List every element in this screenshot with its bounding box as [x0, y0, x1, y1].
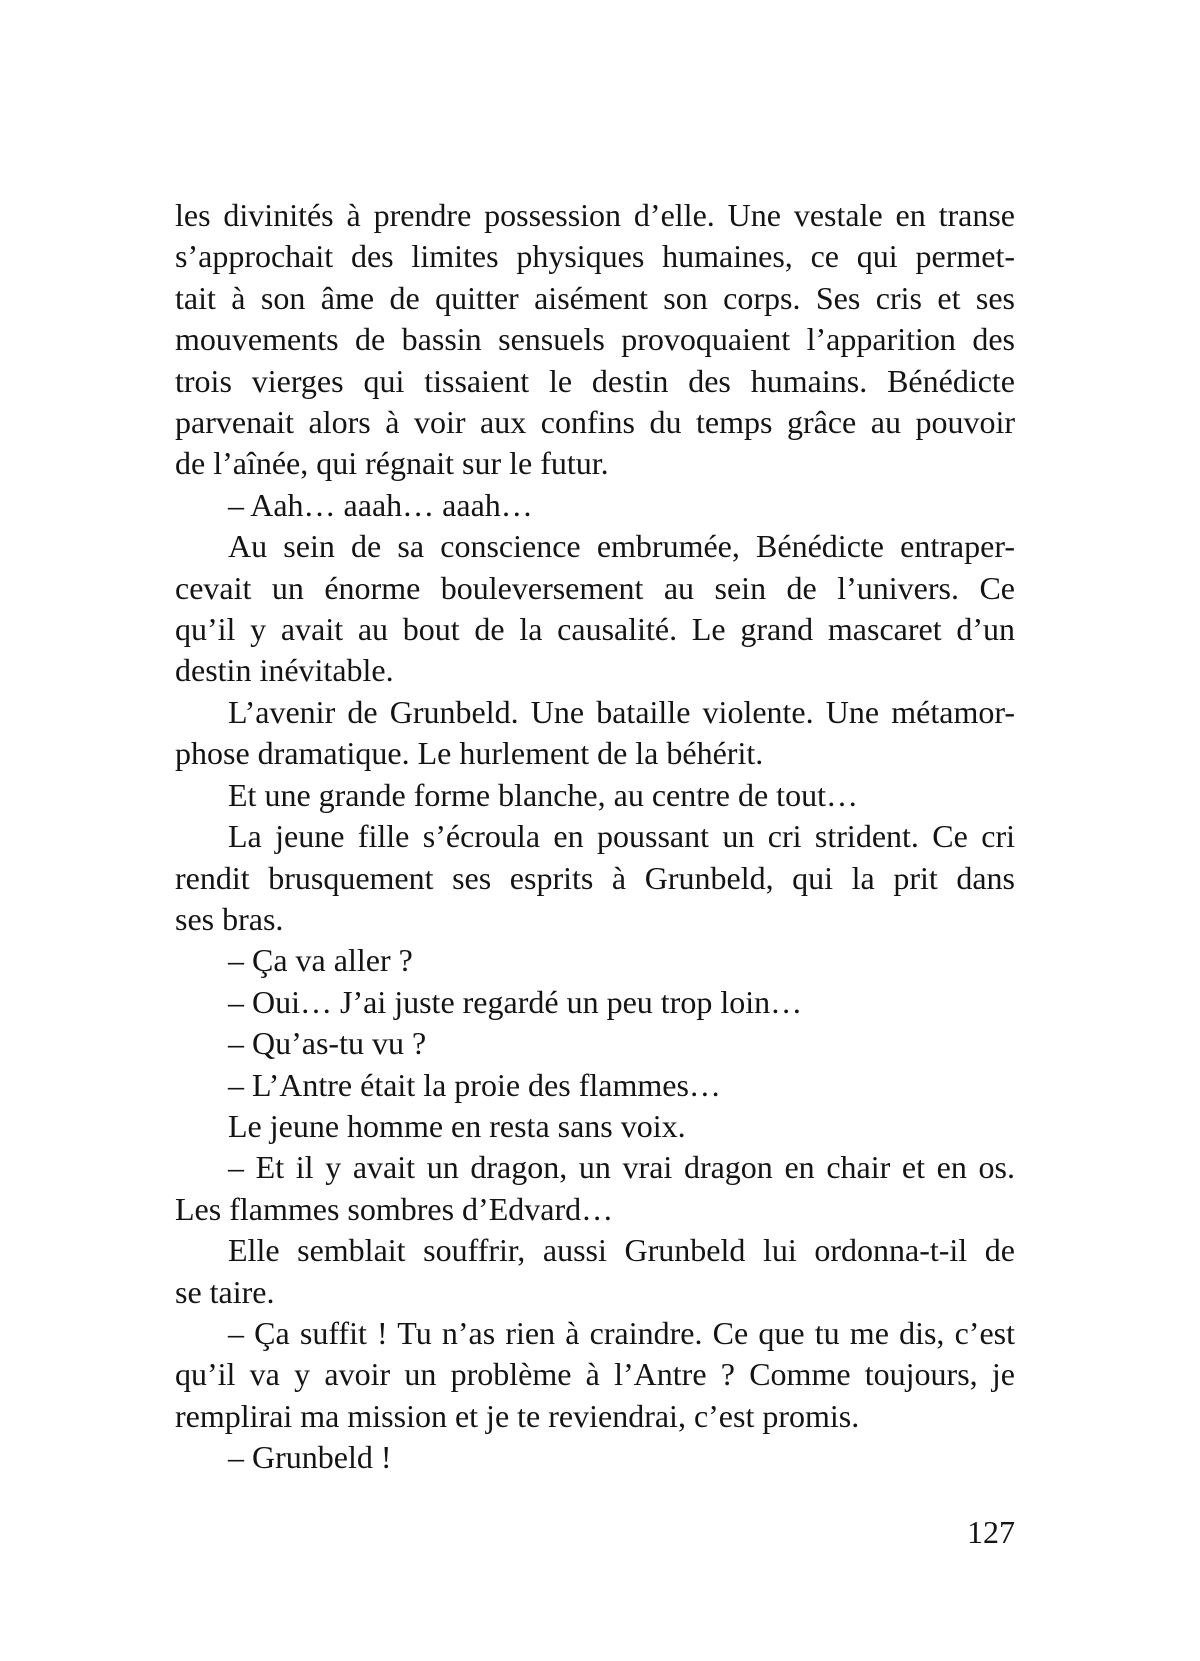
- text-line: Au sein de sa conscience embrumée, Bénédicte entraper-: [228, 528, 1015, 565]
- text-line: remplirai ma mission et je te reviendrai, c’est promis.: [175, 1397, 860, 1434]
- text-block: [175, 195, 1015, 1479]
- paragraph: [175, 816, 1015, 940]
- paragraph: [175, 526, 1015, 692]
- text-line: se taire.: [175, 1273, 275, 1310]
- text-line: Et une grande forme blanche, au centre de tout…: [228, 776, 858, 813]
- text-line: – Et il y avait un dragon, un vrai dragon en chair et en os.: [228, 1149, 1015, 1186]
- text-line: destin inévitable.: [175, 652, 394, 689]
- text-line: cevait un énorme bouleversement au sein de l’univers. Ce: [175, 569, 1015, 606]
- text-line: qu’il y avait au bout de la causalité. Le grand mascaret d’un: [175, 611, 1015, 648]
- text-line: rendit brusquement ses esprits à Grunbeld, qui la prit dans: [175, 859, 1015, 896]
- text-line: Le jeune homme en resta sans voix.: [228, 1107, 686, 1144]
- paragraph: [175, 1147, 1015, 1230]
- text-line: Elle semblait souffrir, aussi Grunbeld lui ordonna-t-il de: [228, 1232, 1015, 1269]
- text-line: – Ça suffit ! Tu n’as rien à craindre. Ce que tu me dis, c’est: [228, 1314, 1015, 1351]
- text-line: qu’il va y avoir un problème à l’Antre ? Comme toujours, je: [175, 1356, 1015, 1393]
- text-line: L’avenir de Grunbeld. Une bataille violente. Une métamor-: [228, 693, 1015, 730]
- text-line: ses bras.: [175, 900, 284, 937]
- text-line: parvenait alors à voir aux confins du temps grâce au pouvoir: [175, 404, 1015, 441]
- paragraph: [175, 485, 1015, 526]
- paragraph: [175, 1437, 1015, 1478]
- paragraph: [175, 1313, 1015, 1437]
- text-line: s’approchait des limites physiques humaines, ce qui permet-: [175, 238, 1015, 275]
- text-line: – Qu’as-tu vu ?: [228, 1025, 427, 1062]
- text-line: – Grunbeld !: [228, 1439, 392, 1476]
- paragraph: [175, 775, 1015, 816]
- text-line: mouvements de bassin sensuels provoquaient l’apparition des: [175, 321, 1015, 358]
- paragraph: [175, 982, 1015, 1023]
- text-line: La jeune fille s’écroula en poussant un cri strident. Ce cri: [228, 818, 1015, 855]
- text-line: – Aah… aaah… aaah…: [228, 486, 533, 523]
- text-line: tait à son âme de quitter aisément son corps. Ses cris et ses: [175, 279, 1015, 316]
- text-line: les divinités à prendre possession d’elle. Une vestale en transe: [175, 197, 1015, 233]
- paragraph: [175, 1023, 1015, 1064]
- paragraph: [175, 940, 1015, 981]
- text-line: trois vierges qui tissaient le destin des humains. Bénédicte: [175, 362, 1015, 399]
- paragraph: [175, 1065, 1015, 1106]
- paragraph: [175, 1106, 1015, 1147]
- text-line: phose dramatique. Le hurlement de la béhérit.: [175, 735, 764, 772]
- text-line: – Oui… J’ai juste regardé un peu trop loin…: [228, 983, 803, 1020]
- text-line: de l’aînée, qui régnait sur le futur.: [175, 445, 609, 482]
- text-line: – Ça va aller ?: [228, 942, 413, 979]
- paragraph: [175, 692, 1015, 775]
- text-line: Les flammes sombres d’Edvard…: [175, 1190, 614, 1227]
- paragraph: [175, 1230, 1015, 1313]
- paragraph: [175, 195, 1015, 485]
- text-line: – L’Antre était la proie des flammes…: [228, 1066, 721, 1103]
- page-number: 127: [967, 1514, 1015, 1550]
